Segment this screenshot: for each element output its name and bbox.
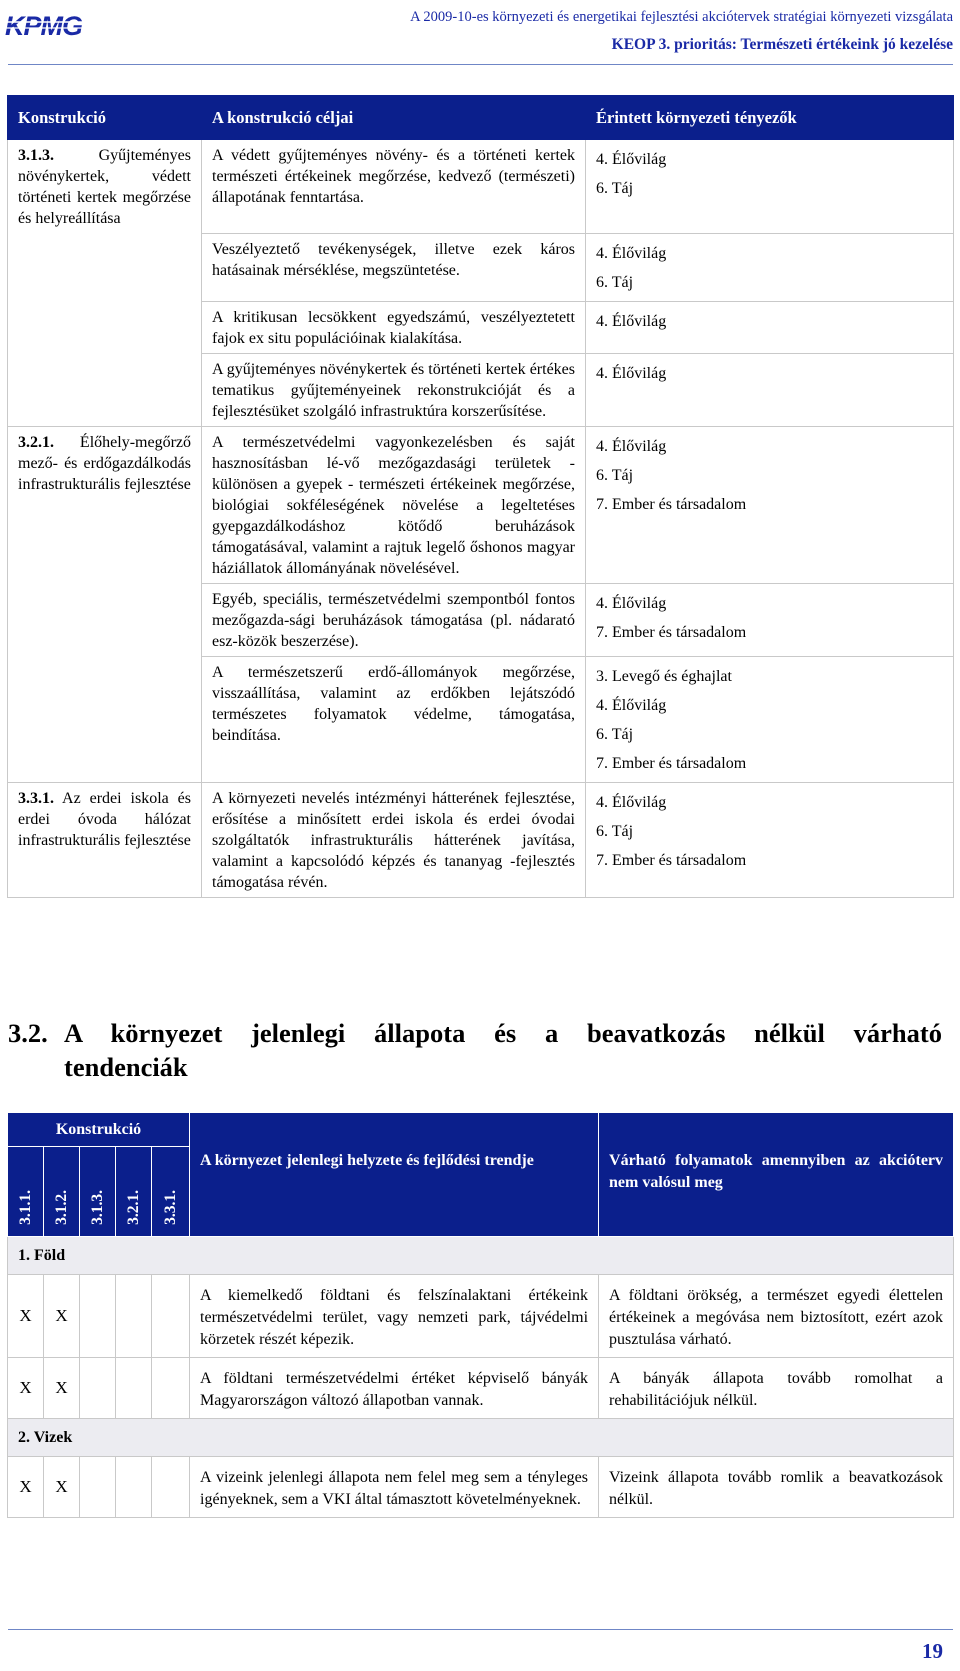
goal-cell: A védett gyűjteményes növény- és a történeti kertek természeti értékeinek megőrzése, kedvező (természeti) állapotának fenntartása. (202, 140, 586, 234)
mark-cell (152, 1275, 190, 1358)
code-header: 3.3.1. (152, 1147, 190, 1237)
category-label: 2. Vizek (8, 1419, 954, 1457)
mark-cell: X (8, 1358, 44, 1419)
mark-cell (80, 1358, 116, 1419)
current-state-cell: A földtani természetvédelmi értéket képviselő bányák Magyarországon változó állapotban vannak. (190, 1358, 599, 1419)
goal-cell: A természetvédelmi vagyonkezelésben és saját hasznosításban lé-vő mezőgazdasági területek - különösen a gyepek - természeti értékeinek megőrzése, biológiai sokféleségének növelése a legeltetéses gyepgazdálkodáshoz kötődő beruházások támogatásával, valamint a rajtuk legelő őshonos magyar háziállatok állományának növelésével. (202, 426, 586, 583)
table-row (8, 301, 954, 353)
environment-status-table (7, 1112, 954, 1518)
factors-cell: 4. Élővilág (586, 353, 954, 426)
current-state-cell: A vizeink jelenlegi állapota nem felel meg sem a tényleges igényeknek, sem a VKI által támasztott követelményeknek. (190, 1457, 599, 1518)
table-row (8, 233, 954, 301)
mark-cell: X (44, 1275, 80, 1358)
table-row (8, 1457, 954, 1518)
goal-cell: A környezeti nevelés intézményi hátterének fejlesztése, erősítése a minősített erdei iskola és erdei óvodai szolgáltatók infrastrukturális hátterének javítása, valamint a kapcsolódó képzés és tananyag -fejlesztés támogatása révén. (202, 782, 586, 897)
goal-cell: Veszélyeztető tevékenységek, illetve ezek káros hatásainak mérséklése, megszüntetése. (202, 233, 586, 301)
kpmg-logo (3, 8, 91, 42)
expected-cell: A bányák állapota tovább romolhat a rehabilitációjuk nélkül. (599, 1358, 954, 1419)
column-header-tenyezok: Érintett környezeti tényezők (586, 96, 954, 140)
table-row (8, 140, 954, 234)
section-title-line1: A környezet jelenlegi állapota és a beavatkozás nélkül várható (64, 1018, 942, 1048)
column-header-konstrukcio: Konstrukció (8, 1113, 190, 1147)
table-row (8, 353, 954, 426)
construction-cell (8, 301, 202, 353)
code-header: 3.1.2. (44, 1147, 80, 1237)
document-subtitle: KEOP 3. prioritás: Természeti értékeink jó kezelése (611, 36, 953, 53)
mark-cell (116, 1457, 152, 1518)
category-label: 1. Föld (8, 1237, 954, 1275)
section-title-line2: tendenciák (64, 1052, 188, 1082)
mark-cell (116, 1358, 152, 1419)
factors-cell: 4. Élővilág 6. Táj (586, 140, 954, 234)
goal-cell: A természetszerű erdő-állományok megőrzése, visszaállítása, valamint az erdőkben lejátszódó természetes folyamatok védelme, támogatása, beindítása. (202, 656, 586, 782)
document-title: A 2009-10-es környezeti és energetikai fejlesztési akciótervek stratégiai környezeti vizsgálata (410, 9, 953, 25)
section-heading (8, 1016, 946, 1084)
factors-cell: 4. Élővilág (586, 301, 954, 353)
mark-cell: X (44, 1358, 80, 1419)
construction-cell (8, 353, 202, 426)
column-header-konstrukcio: Konstrukció (8, 96, 202, 140)
mark-cell: X (8, 1457, 44, 1518)
expected-cell: Vizeink állapota tovább romlik a beavatkozások nélkül. (599, 1457, 954, 1518)
svg-text:KPMG: KPMG (5, 11, 82, 41)
construction-cell (8, 583, 202, 656)
category-row (8, 1237, 954, 1275)
header-divider (8, 64, 953, 65)
section-number: 3.2. (8, 1018, 48, 1048)
mark-cell: X (8, 1275, 44, 1358)
factors-cell: 4. Élővilág 6. Táj 7. Ember és társadalom (586, 426, 954, 583)
mark-cell (80, 1275, 116, 1358)
table-header-row (8, 1113, 954, 1147)
factors-cell: 4. Élővilág 6. Táj 7. Ember és társadalom (586, 782, 954, 897)
construction-cell (8, 656, 202, 782)
table-row (8, 426, 954, 583)
mark-cell: X (44, 1457, 80, 1518)
mark-cell (116, 1275, 152, 1358)
page-number: 19 (922, 1639, 943, 1663)
mark-cell (80, 1457, 116, 1518)
table-row (8, 656, 954, 782)
column-header-current-state: A környezet jelenlegi helyzete és fejlődési trendje (190, 1113, 599, 1237)
table-row (8, 1358, 954, 1419)
factors-cell: 3. Levegő és éghajlat 4. Élővilág 6. Táj 7. Ember és társadalom (586, 656, 954, 782)
construction-cell: 3.2.1. Élőhely-megőrző mező- és erdőgazdálkodás infrastrukturális fejlesztése (8, 426, 202, 583)
column-header-celok: A konstrukció céljai (202, 96, 586, 140)
goal-cell: A kritikusan lecsökkent egyedszámú, veszélyeztetett fajok ex situ populációinak kialakítása. (202, 301, 586, 353)
construction-cell: 3.1.3. Gyűjteményes növénykertek, védett történeti kertek megőrzése és helyreállítása (8, 140, 202, 234)
table-row (8, 1275, 954, 1358)
table-header-row (8, 96, 954, 140)
code-header: 3.2.1. (116, 1147, 152, 1237)
mark-cell (152, 1358, 190, 1419)
code-header: 3.1.1. (8, 1147, 44, 1237)
category-row (8, 1419, 954, 1457)
goal-cell: A gyűjteményes növénykertek és történeti kertek értékes tematikus gyűjteményeinek rekonstrukcióját és a fejlesztésüket szolgáló infrastruktúra korszerűsítése. (202, 353, 586, 426)
footer-divider (8, 1629, 953, 1630)
current-state-cell: A kiemelkedő földtani és felszínalaktani értékeink természetvédelmi terület, vagy nemzeti park, tájvédelmi körzetek részét képezik. (190, 1275, 599, 1358)
table-row (8, 583, 954, 656)
factors-cell: 4. Élővilág 6. Táj (586, 233, 954, 301)
expected-cell: A földtani örökség, a természet egyedi élettelen értékeinek a megóvása nem biztosított, ezért azok pusztulása várható. (599, 1275, 954, 1358)
table-row (8, 782, 954, 897)
factors-cell: 4. Élővilág 7. Ember és társadalom (586, 583, 954, 656)
construction-cell: 3.3.1. Az erdei iskola és erdei óvoda hálózat infrastrukturális fejlesztése (8, 782, 202, 897)
mark-cell (152, 1457, 190, 1518)
construction-goals-table (7, 95, 954, 898)
goal-cell: Egyéb, speciális, természetvédelmi szempontból fontos mezőgazda-sági beruházások támogatása (pl. nádarató esz-közök beszerzése). (202, 583, 586, 656)
code-header: 3.1.3. (80, 1147, 116, 1237)
construction-cell (8, 233, 202, 301)
column-header-expected: Várható folyamatok amennyiben az akcióterv nem valósul meg (599, 1113, 954, 1237)
